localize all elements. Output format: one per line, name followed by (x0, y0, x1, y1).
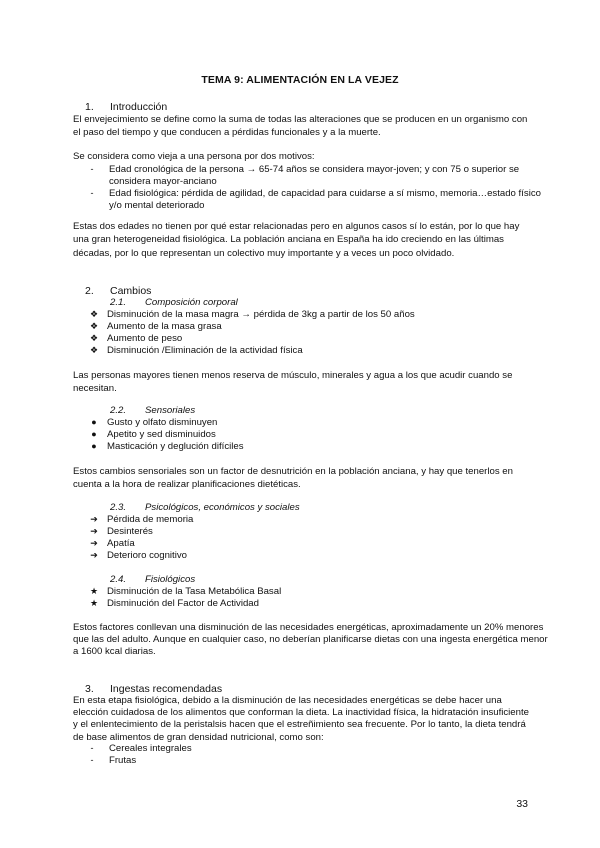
dash-bullet: - (90, 188, 94, 198)
star-bullet: ★ (89, 598, 99, 608)
dot-bullet: ● (91, 417, 97, 427)
paragraph: Se considera como vieja a una persona por dos motivos: (73, 151, 315, 162)
star-bullet: ★ (89, 586, 99, 596)
paragraph: Estas dos edades no tienen por qué estar relacionadas pero en algunos casos sí lo están, por lo que hay una gran heterogeneidad fisiológica. La población anciana en España ha ido creciendo en las últimas décadas, por lo que representan un colectivo muy importante y a veces un poco olvidado. (73, 221, 520, 259)
paragraph: El envejecimiento se define como la suma de todas las alteraciones que se producen en un organismo con el paso del tiempo y que conducen a pérdidas funcionales y a la muerte. (73, 114, 528, 139)
diamond-bullet: ❖ (89, 345, 99, 355)
document-page: TEMA 9: ALIMENTACIÓN EN LA VEJEZ 1. Introducción El envejecimiento se define como la suma de todas las alteraciones que se producen en un organismo con el paso del tiempo y que conducen a pérdidas funcionales y a la muerte. Se considera como vieja a una persona por dos motivos: - Edad cronológica de la persona → 65-74 años se considera mayor-joven; y con 75 o superior se considera mayor-anciano - Edad fisiológica: pérdida de agilidad, de capacidad para cuidarse a sí mismo, memoria…estado físico y/o mental deteriorado Estas dos edades no tienen por qué estar relacionadas pero en algunos casos sí lo están, por lo que hay una gran heterogeneidad fisiológica. La población anciana en España ha ido creciendo en las últimas décadas, por lo que representan un colectivo muy importante y a veces un poco olvidado. 2. Cambios 2.1. Composición corporal ❖ Disminución de la masa magra → pérdida de 3kg a partir de los 50 años ❖ Aumento de la masa grasa ❖ Aumento de peso ❖ Disminución /Eliminación de la actividad física Las personas mayores tienen menos reserva de músculo, minerales y agua a los que acudir cuando se necesitan. 2.2. Sensoriales ● Gusto y olfato disminuyen ● Apetito y sed disminuidos ● Masticación y deglución difíciles Estos cambios sensoriales son un factor de desnutrición en la población anciana, y hay que tenerlos en cuenta a la hora de realizar planificaciones dietéticas. 2.3. Psicológicos, económicos y sociales ➔ Pérdida de memoria ➔ Desinterés ➔ Apatía ➔ Deterioro cognitivo 2.4. Fisiológicos ★ Disminución de la Tasa Metabólica Basal ★ Disminución del Factor de Actividad Estos factores conllevan una disminución de las necesidades energéticas, aproximadamente un 20% menores que las del adulto. Aunque en cualquier caso, no deberían planificarse dietas con una ingesta energética menor a 1600 kcal diarias. 3. Ingestas recomendadas En esta etapa fisiológica, debido a la disminución de las necesidades energéticas se debe hacer una elección cuidadosa de los alimentos que conforman la dieta. La inactividad física, la hidratación insuficiente y el enlentecimiento de la peristalsis hacen que el estreñimiento sea frecuente. Por lo tanto, la dieta tendrá de base alimentos de gran densidad nutricional, como son: - Cereales integrales - Frutas 33 (0, 0, 600, 848)
list-item-continuation: considera mayor-anciano (109, 176, 217, 187)
section-number: 1. (85, 101, 94, 113)
dot-bullet: ● (91, 429, 97, 439)
diamond-bullet: ❖ (89, 321, 99, 331)
paragraph-line: Estos factores conllevan una disminución de las necesidades energéticas, aproximadamente un 20% menores (73, 622, 544, 633)
paragraph: Estos cambios sensoriales son un factor de desnutrición en la población anciana, y hay que tenerlos en cuenta a la hora de realizar planificaciones dietéticas. (73, 466, 513, 491)
list-item-continuation: y/o mental deteriorado (109, 200, 205, 211)
paragraph: Las personas mayores tienen menos reserva de músculo, minerales y agua a los que acudir cuando se necesitan. (73, 370, 513, 395)
arrow-bullet: ➔ (90, 550, 98, 560)
paragraph-line: a 1600 kcal diarias. (73, 646, 156, 657)
paragraph-line: que las del adulto. Aunque en cualquier caso, no deberían planificarse dietas con una ingesta energética menor (73, 634, 548, 645)
paragraph: En esta etapa fisiológica, debido a la disminución de las necesidades energéticas se debe hacer una elección cuidadosa de los alimentos que conforman la dieta. La inactividad física, la hidratación insuficiente y el enlentecimiento de la peristalsis hacen que el estreñimiento sea frecuente. Por lo tanto, la dieta tendrá de base alimentos de gran densidad nutricional, como son: (73, 695, 529, 743)
section-title: Introducción (110, 101, 168, 113)
arrow-bullet: ➔ (90, 526, 98, 536)
diamond-bullet: ❖ (89, 333, 99, 343)
page-title: TEMA 9: ALIMENTACIÓN EN LA VEJEZ (201, 74, 399, 86)
dash-bullet: - (90, 755, 94, 765)
diamond-bullet: ❖ (89, 309, 99, 319)
dash-bullet: - (90, 164, 94, 174)
section-number: 3. (85, 683, 94, 695)
section-title: Cambios (110, 285, 152, 297)
dot-bullet: ● (91, 441, 97, 451)
page-number: 33 (516, 798, 528, 810)
arrow-bullet: ➔ (90, 538, 98, 548)
section-number: 2. (85, 285, 94, 297)
section-title: Ingestas recomendadas (110, 683, 223, 695)
dash-bullet: - (90, 743, 94, 753)
arrow-bullet: ➔ (90, 514, 98, 524)
